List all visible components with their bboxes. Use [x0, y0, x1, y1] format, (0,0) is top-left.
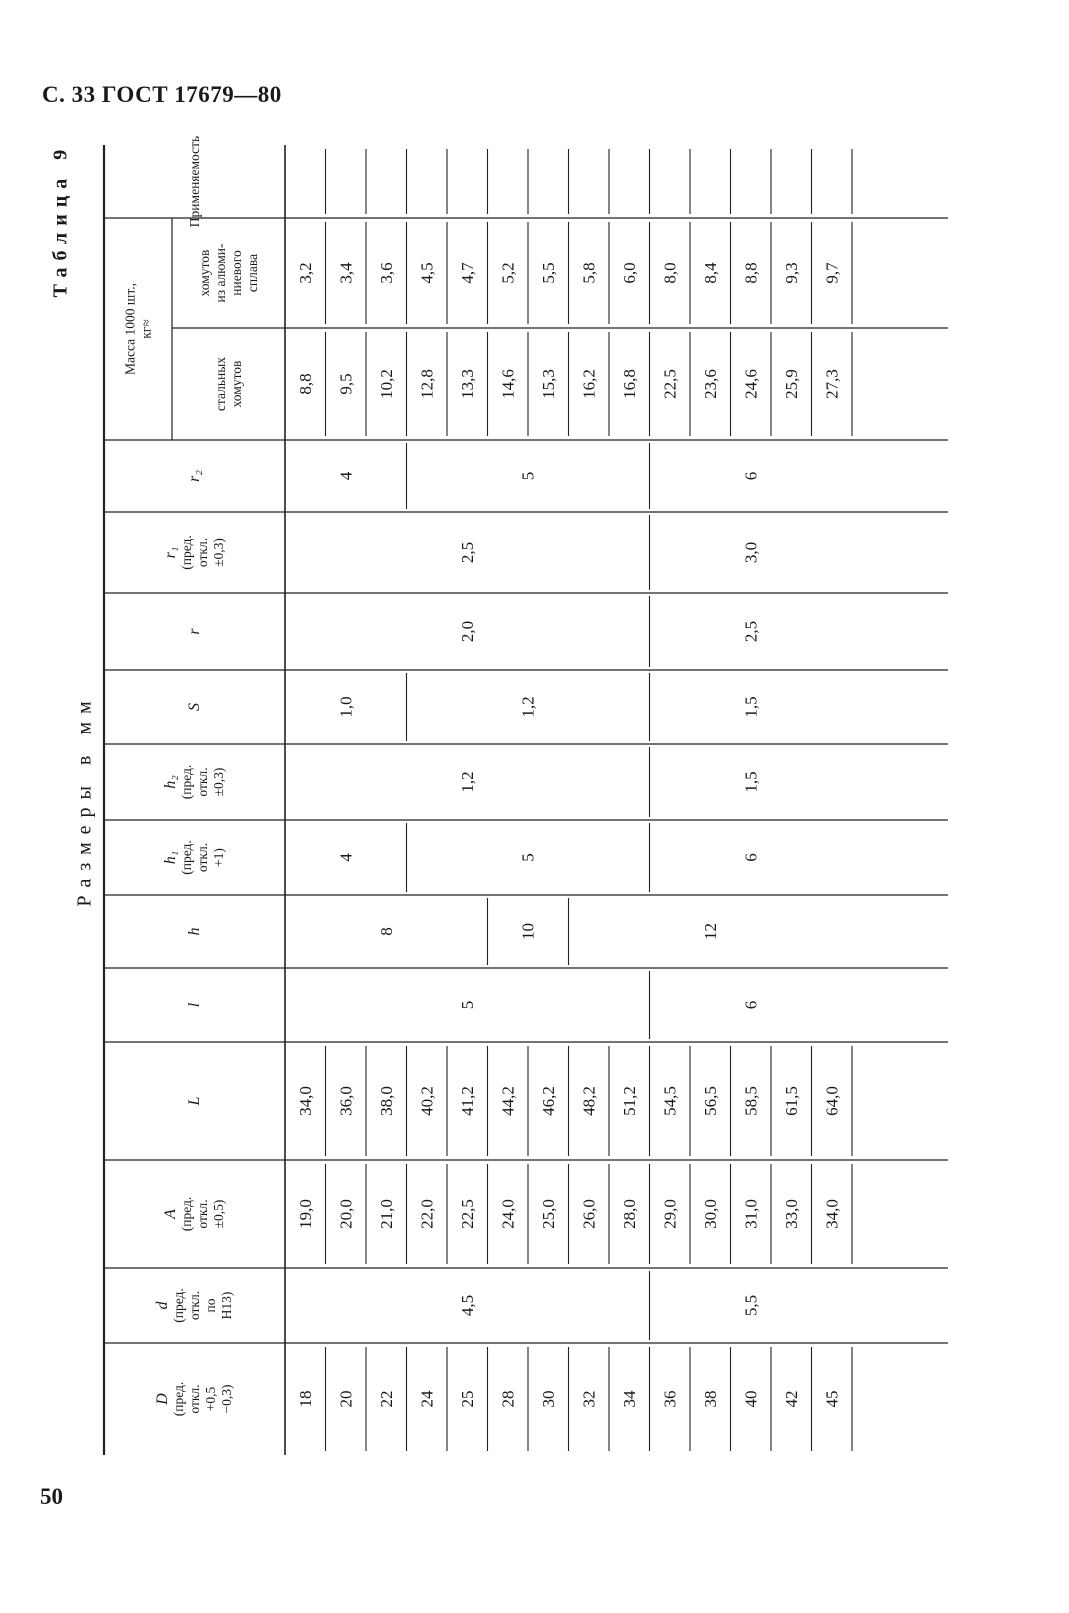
cell-alu: 8,0 — [660, 262, 680, 284]
cell-L: 38,0 — [376, 1086, 396, 1116]
cell-h: 10 — [518, 923, 538, 940]
cell-L: 61,5 — [781, 1086, 801, 1116]
cell-alu: 3,4 — [336, 262, 356, 284]
cell-steel: 22,5 — [660, 369, 680, 399]
cell-A: 20,0 — [336, 1199, 356, 1229]
cell-h1: 4 — [336, 853, 356, 862]
cell-d: 5,5 — [741, 1294, 761, 1317]
cell-A: 25,0 — [538, 1199, 558, 1229]
cell-h2: 1,5 — [741, 771, 761, 793]
header-h2-line: h₂ — [162, 775, 179, 789]
cell-A: 26,0 — [579, 1199, 599, 1229]
cell-r: 2,5 — [741, 620, 761, 643]
header-r-line: r — [186, 628, 203, 635]
header-D-line: D — [154, 1393, 171, 1405]
cell-D: 42 — [781, 1390, 801, 1408]
cell-A: 19,0 — [295, 1199, 315, 1229]
header-h1-line: +1) — [211, 848, 226, 867]
cell-L: 56,5 — [700, 1086, 720, 1116]
cell-alu: 5,5 — [538, 262, 558, 284]
cell-S: 1,2 — [518, 696, 538, 718]
cell-alu: 8,8 — [741, 262, 761, 284]
cell-steel: 15,3 — [538, 369, 558, 399]
cell-D: 28 — [498, 1390, 518, 1408]
table-title: Таблица 9 — [49, 142, 72, 298]
cell-h: 12 — [700, 923, 720, 940]
header-A-line: (пред. — [179, 1196, 194, 1232]
cell-l: 5 — [457, 1000, 477, 1010]
header-mass-line: кг≈ — [138, 319, 154, 339]
header-h1-line: откл. — [195, 842, 210, 873]
cell-A: 28,0 — [619, 1199, 639, 1229]
header-d-line: H13) — [219, 1291, 234, 1320]
header-l-line: l — [186, 1002, 203, 1008]
cell-alu: 4,5 — [417, 262, 437, 284]
cell-D: 38 — [700, 1390, 720, 1408]
header-r1-line: откл. — [195, 537, 210, 568]
cell-D: 22 — [376, 1390, 396, 1408]
header-h1-line: h₁ — [162, 850, 179, 865]
header-alu-line: сплава — [245, 253, 260, 293]
cell-L: 34,0 — [295, 1086, 315, 1116]
cell-steel: 23,6 — [700, 369, 720, 399]
cell-r2: 6 — [741, 471, 761, 481]
cell-steel: 25,9 — [781, 369, 801, 399]
header-alu-line: ниевого — [229, 250, 244, 296]
header-r1-line: (пред. — [179, 535, 194, 570]
dimensions-caption: Размеры в мм — [73, 693, 96, 907]
header-D-line: откл. — [187, 1384, 202, 1414]
cell-d: 4,5 — [457, 1294, 477, 1317]
cell-A: 31,0 — [741, 1199, 761, 1229]
cell-L: 36,0 — [336, 1086, 356, 1116]
cell-r1: 2,5 — [457, 541, 477, 564]
cell-S: 1,5 — [741, 696, 761, 718]
cell-D: 36 — [660, 1390, 680, 1408]
cell-steel: 8,8 — [295, 373, 315, 395]
cell-h1: 6 — [741, 853, 761, 862]
header-A-line: A — [162, 1209, 179, 1219]
cell-steel: 13,3 — [457, 369, 477, 399]
header-alu-line: из алюми- — [213, 243, 228, 303]
header-steel-line: хомутов — [229, 360, 244, 408]
header-steel-line: стальных — [213, 356, 228, 412]
header-h2-line: откл. — [195, 767, 210, 797]
cell-D: 40 — [741, 1390, 761, 1408]
cell-D: 18 — [295, 1390, 315, 1408]
cell-steel: 16,8 — [619, 369, 639, 399]
header-r1-line: r₁ — [162, 546, 179, 559]
header-alu-line: хомутов — [197, 249, 212, 297]
cell-A: 29,0 — [660, 1199, 680, 1229]
header-D-line: +0,5 — [203, 1386, 218, 1412]
header-d-line: d — [154, 1301, 171, 1310]
header-A-line: ±0,5) — [211, 1199, 226, 1229]
cell-L: 44,2 — [498, 1086, 518, 1116]
cell-alu: 5,2 — [498, 262, 518, 284]
cell-alu: 9,7 — [822, 262, 842, 284]
cell-L: 54,5 — [660, 1086, 680, 1116]
header-h2-line: (пред. — [179, 764, 194, 800]
header-D-line: −0,3) — [219, 1384, 234, 1414]
header-d-line: по — [203, 1298, 218, 1313]
cell-steel: 24,6 — [741, 369, 761, 399]
cell-L: 48,2 — [579, 1086, 599, 1116]
cell-h1: 5 — [518, 853, 538, 862]
cell-r: 2,0 — [457, 620, 477, 643]
cell-A: 30,0 — [700, 1199, 720, 1229]
cell-D: 25 — [457, 1390, 477, 1408]
header-D-line: (пред. — [171, 1381, 186, 1417]
page-number: 50 — [40, 1484, 63, 1509]
cell-A: 33,0 — [781, 1199, 801, 1229]
cell-A: 21,0 — [376, 1199, 396, 1229]
header-d-line: откл. — [187, 1290, 202, 1321]
cell-steel: 12,8 — [417, 369, 437, 399]
cell-D: 32 — [579, 1390, 599, 1408]
header-r1-line: ±0,3) — [211, 538, 226, 567]
cell-D: 20 — [336, 1390, 356, 1408]
cell-h2: 1,2 — [457, 771, 477, 793]
cell-r2: 4 — [336, 471, 356, 481]
cell-D: 24 — [417, 1390, 437, 1408]
cell-alu: 9,3 — [781, 262, 801, 284]
cell-alu: 6,0 — [619, 262, 639, 284]
cell-alu: 4,7 — [457, 262, 477, 284]
cell-S: 1,0 — [336, 696, 356, 718]
cell-A: 22,0 — [417, 1199, 437, 1229]
cell-alu: 8,4 — [700, 262, 720, 284]
header-A-line: откл. — [195, 1199, 210, 1229]
cell-alu: 5,8 — [579, 262, 599, 284]
cell-L: 41,2 — [457, 1086, 477, 1116]
header-L-line: L — [186, 1096, 203, 1106]
cell-L: 64,0 — [822, 1086, 842, 1116]
cell-L: 46,2 — [538, 1086, 558, 1116]
header-h2-line: ±0,3) — [211, 767, 226, 797]
cell-D: 30 — [538, 1390, 558, 1408]
header-d-line: (пред. — [171, 1288, 186, 1323]
header-h1-line: (пред. — [179, 840, 194, 875]
header-r2-line: r₂ — [186, 470, 203, 482]
header-h-line: h — [186, 927, 203, 936]
cell-r2: 5 — [518, 471, 538, 481]
cell-L: 51,2 — [619, 1086, 639, 1116]
cell-steel: 16,2 — [579, 369, 599, 399]
cell-steel: 27,3 — [822, 369, 842, 399]
cell-D: 45 — [822, 1390, 842, 1408]
header-S-line: S — [186, 703, 203, 711]
cell-alu: 3,2 — [295, 262, 315, 284]
cell-L: 58,5 — [741, 1086, 761, 1116]
cell-steel: 9,5 — [336, 373, 356, 395]
cell-alu: 3,6 — [376, 262, 396, 284]
cell-D: 34 — [619, 1390, 639, 1408]
cell-L: 40,2 — [417, 1086, 437, 1116]
cell-A: 22,5 — [457, 1199, 477, 1229]
cell-h: 8 — [376, 927, 396, 936]
cell-r1: 3,0 — [741, 541, 761, 564]
cell-steel: 14,6 — [498, 369, 518, 399]
page-header: С. 33 ГОСТ 17679—80 — [42, 82, 282, 107]
header-note-line: Применяемость — [187, 135, 202, 228]
cell-steel: 10,2 — [376, 369, 396, 399]
header-mass-line: Масса 1000 шт., — [122, 283, 138, 375]
cell-A: 34,0 — [822, 1199, 842, 1229]
cell-l: 6 — [741, 1000, 761, 1010]
cell-A: 24,0 — [498, 1199, 518, 1229]
